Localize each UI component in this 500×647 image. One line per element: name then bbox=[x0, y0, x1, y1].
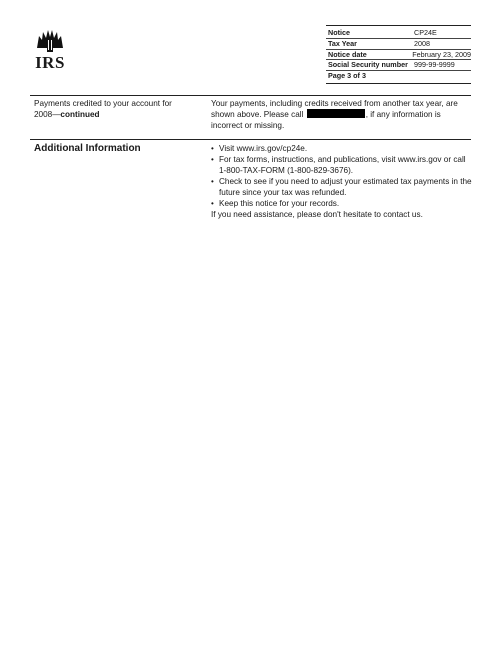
notice-date-label: Notice date bbox=[328, 49, 367, 59]
continued-text: continued bbox=[60, 110, 100, 119]
additional-info-title: Additional Information bbox=[34, 143, 141, 154]
bullet-tax-forms: • For tax forms, instructions, and publications, visit www.irs.gov or call 1-800-TAX-FORM (1-800-829-3676). bbox=[211, 154, 473, 176]
notice-value: CP24E bbox=[414, 28, 437, 37]
irs-logo bbox=[33, 28, 67, 71]
bullet-estimated-payments: • Check to see if you need to adjust your estimated tax payments in the future since your tax was refunded. bbox=[211, 176, 473, 198]
ssn-value: 999-99-9999 bbox=[414, 60, 455, 70]
info-bullet-list bbox=[211, 143, 473, 209]
notice-date-row bbox=[326, 50, 471, 61]
tax-year-label: Tax Year bbox=[328, 38, 357, 48]
notice-date-value: February 23, 2009 bbox=[412, 49, 471, 59]
redacted-phone bbox=[307, 109, 365, 118]
bullet-keep-notice: • Keep this notice for your records. bbox=[211, 198, 473, 209]
page-row bbox=[326, 71, 471, 81]
page-number: Page 3 of 3 bbox=[328, 71, 366, 81]
notice-label: Notice bbox=[328, 28, 350, 37]
payments-text-after: , if any information is bbox=[365, 110, 441, 119]
notice-info-box bbox=[326, 25, 471, 84]
eagle-icon bbox=[33, 28, 67, 54]
ssn-row bbox=[326, 60, 471, 71]
payments-label-line2 bbox=[34, 109, 199, 120]
payments-text-line2 bbox=[211, 109, 473, 120]
payments-year: 2008— bbox=[34, 110, 61, 119]
payments-text-line1: Your payments, including credits received from another tax year, are bbox=[211, 99, 458, 108]
payments-text-line3: incorrect or missing. bbox=[211, 121, 285, 130]
logo-text: IRS bbox=[35, 53, 65, 72]
additional-info-body bbox=[211, 143, 473, 220]
assistance-text: If you need assistance, please don't hesitate to contact us. bbox=[211, 210, 423, 219]
ssn-label: Social Security number bbox=[328, 60, 408, 70]
payments-text bbox=[211, 98, 473, 131]
tax-year-row bbox=[326, 39, 471, 50]
payments-label-line1: Payments credited to your account for bbox=[34, 99, 172, 108]
payments-label bbox=[34, 98, 199, 120]
section-divider bbox=[30, 139, 471, 140]
bullet-visit-website: • Visit www.irs.gov/cp24e. bbox=[211, 143, 473, 154]
section-divider bbox=[30, 95, 471, 96]
notice-row bbox=[326, 28, 471, 39]
tax-year-value: 2008 bbox=[414, 38, 430, 48]
payments-text-before: shown above. Please call bbox=[211, 110, 304, 119]
